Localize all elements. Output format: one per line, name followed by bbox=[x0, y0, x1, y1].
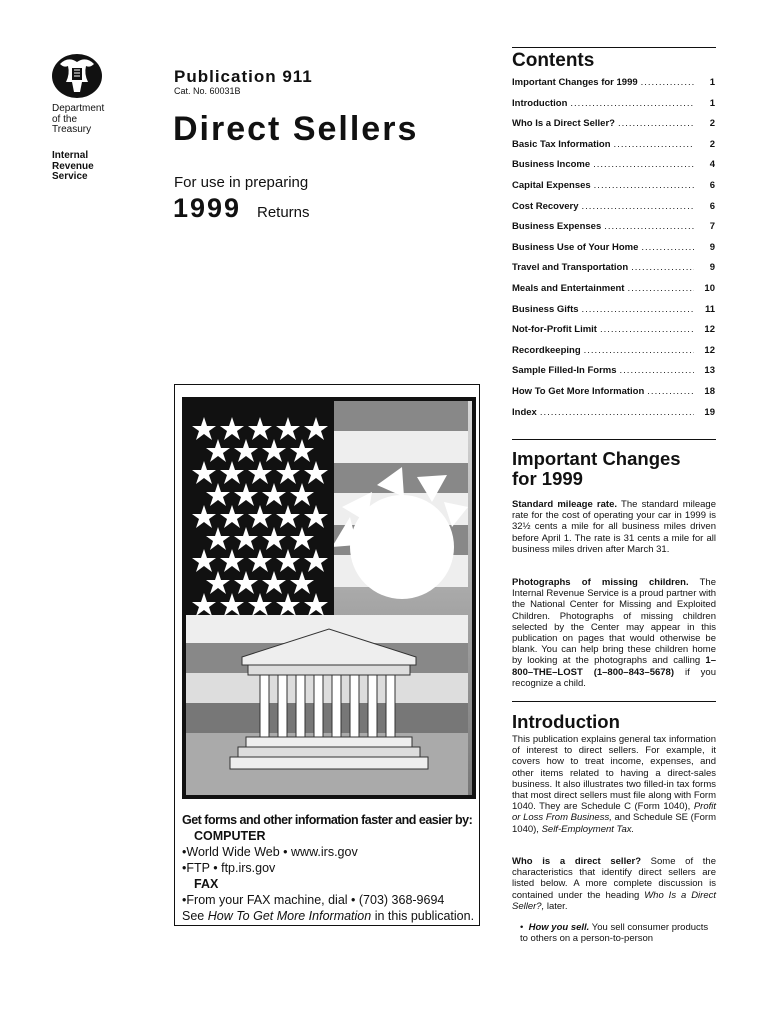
toc-page: 9 bbox=[709, 262, 715, 274]
toc-page: 11 bbox=[704, 303, 715, 315]
toc-item[interactable] bbox=[512, 345, 715, 366]
toc-leader bbox=[594, 180, 694, 191]
toc-leader bbox=[593, 159, 694, 170]
toc-item[interactable] bbox=[512, 407, 715, 428]
toc-item[interactable] bbox=[512, 304, 715, 325]
toc-label: Business Expenses bbox=[512, 221, 602, 233]
toc-item[interactable] bbox=[512, 324, 715, 345]
toc-page: 2 bbox=[709, 138, 715, 150]
toc-leader bbox=[620, 365, 694, 376]
ordering-info bbox=[182, 812, 476, 924]
toc-leader bbox=[631, 262, 694, 273]
toc-leader bbox=[641, 242, 694, 253]
toc-item[interactable] bbox=[512, 221, 715, 242]
toc-leader bbox=[600, 324, 694, 335]
toc-item[interactable] bbox=[512, 283, 715, 304]
toc-item[interactable] bbox=[512, 201, 715, 222]
toc-item[interactable] bbox=[512, 159, 715, 180]
toc-page: 13 bbox=[704, 365, 715, 377]
toc-page: 12 bbox=[704, 324, 715, 336]
toc-page: 2 bbox=[709, 118, 715, 130]
ordering-heading: Get forms and other information faster and easier by: bbox=[182, 813, 473, 827]
contents-rule bbox=[512, 47, 716, 48]
toc-leader bbox=[584, 345, 694, 356]
toc-leader bbox=[618, 118, 694, 129]
toc-label: Important Changes for 1999 bbox=[512, 77, 638, 88]
toc-leader bbox=[540, 407, 694, 418]
contents-heading: Contents bbox=[512, 50, 595, 71]
toc-leader bbox=[582, 201, 694, 212]
flag-capitol-illustration bbox=[182, 397, 476, 799]
mileage-paragraph: Standard mileage rate. The standard mileage rate for the cost of operating your car in 1999 is 32½ cents a mile for all business miles driven before April 1. The rate is 31 cents a mile for all business miles driven after March 31. bbox=[512, 499, 716, 555]
toc-label: Meals and Entertainment bbox=[512, 282, 625, 294]
direct-seller-paragraph: Who is a direct seller? Some of the characteristics that identify direct sellers are listed below. A more complete discussion is contained under the heading Who Is a Direct Seller?, later. bbox=[512, 856, 717, 912]
toc-label: Recordkeeping bbox=[512, 344, 581, 356]
toc-item[interactable] bbox=[512, 118, 715, 139]
irs-eagle-logo bbox=[50, 52, 104, 100]
toc-leader bbox=[604, 221, 694, 232]
toc-leader bbox=[614, 139, 694, 150]
toc-item[interactable] bbox=[512, 180, 715, 201]
toc-item[interactable] bbox=[512, 386, 715, 407]
toc-page: 12 bbox=[704, 344, 715, 356]
toc-label: Sample Filled-In Forms bbox=[512, 365, 617, 377]
irs-name: Internal Revenue Service bbox=[52, 150, 94, 182]
toc-label: Business Gifts bbox=[512, 303, 579, 315]
toc-label: Basic Tax Information bbox=[512, 138, 611, 150]
fax-line: • From your FAX machine, dial • (703) 368-9694 bbox=[182, 892, 476, 908]
toc-label: Index bbox=[512, 406, 537, 418]
intro-paragraph: This publication explains general tax information of interest to direct sellers. For example, it covers how to treat income, expenses, and other items related to having a direct-sales business. It also illustrates two filled-in tax forms that most direct sellers must file along with Form 1040. They are Schedule C (Form 1040), Profit or Loss From Business, and Schedule SE (Form 1040), Self-Employment Tax. bbox=[512, 734, 716, 835]
intro-rule bbox=[512, 701, 716, 702]
toc-page: 10 bbox=[704, 282, 715, 294]
toc-label: Introduction bbox=[512, 97, 568, 109]
toc-label: Travel and Transportation bbox=[512, 262, 629, 274]
toc-page: 6 bbox=[709, 200, 715, 212]
returns-label: Returns bbox=[257, 204, 310, 221]
toc-page: 9 bbox=[709, 241, 715, 253]
toc-leader bbox=[627, 283, 694, 294]
toc-label: Business Income bbox=[512, 159, 591, 171]
toc-item[interactable] bbox=[512, 77, 715, 98]
for-use-text: For use in preparing bbox=[174, 174, 309, 191]
toc-leader bbox=[582, 304, 694, 315]
toc-item[interactable] bbox=[512, 98, 715, 119]
catalog-number: Cat. No. 60031B bbox=[174, 86, 241, 96]
web-line: • World Wide Web • www.irs.gov bbox=[182, 844, 476, 860]
toc-label: How To Get More Information bbox=[512, 385, 645, 397]
toc-label: Capital Expenses bbox=[512, 179, 591, 191]
tax-year: 1999 bbox=[173, 193, 242, 223]
toc-leader bbox=[570, 98, 694, 109]
toc-page: 19 bbox=[704, 406, 715, 418]
toc-page: 18 bbox=[704, 385, 715, 397]
changes-heading: Important Changes for 1999 bbox=[512, 448, 681, 489]
toc-page: 6 bbox=[709, 179, 715, 191]
toc-page: 1 bbox=[709, 97, 715, 109]
fax-label: FAX bbox=[194, 877, 219, 891]
page-title: Direct Sellers bbox=[173, 110, 419, 148]
computer-label: COMPUTER bbox=[194, 829, 266, 843]
publication-number: Publication 911 bbox=[174, 67, 313, 86]
toc-item[interactable] bbox=[512, 242, 715, 263]
table-of-contents bbox=[512, 77, 715, 427]
toc-page: 7 bbox=[709, 221, 715, 233]
toc-item[interactable] bbox=[512, 365, 715, 386]
agency-name: Department of the Treasury bbox=[52, 103, 105, 135]
toc-label: Not-for-Profit Limit bbox=[512, 324, 597, 336]
toc-label: Who Is a Direct Seller? bbox=[512, 118, 615, 130]
toc-page: 1 bbox=[709, 77, 715, 88]
toc-leader bbox=[641, 77, 694, 88]
how-you-sell-bullet: • How you sell. You sell consumer products to others on a person-to-person bbox=[520, 922, 709, 945]
toc-label: Business Use of Your Home bbox=[512, 241, 639, 253]
missing-children-paragraph: Photographs of missing children. The Internal Revenue Service is a proud partner with the National Center for Missing and Exploited Children. Photographs of missing children selected by the Center may appear in this publication on pages that would otherwise be blank. You can help bring these children home by looking at the photographs and calling 1–800–THE–LOST (1–800–843–5678) if you recognize a child. bbox=[512, 577, 716, 689]
toc-label: Cost Recovery bbox=[512, 200, 579, 212]
see-line: See How To Get More Information in this publication. bbox=[182, 909, 475, 923]
toc-item[interactable] bbox=[512, 139, 715, 160]
introduction-heading: Introduction bbox=[512, 711, 620, 732]
changes-rule bbox=[512, 439, 716, 440]
ftp-line: • FTP • ftp.irs.gov bbox=[182, 860, 476, 876]
toc-item[interactable] bbox=[512, 262, 715, 283]
toc-leader bbox=[647, 386, 694, 397]
toc-page: 4 bbox=[709, 159, 715, 171]
